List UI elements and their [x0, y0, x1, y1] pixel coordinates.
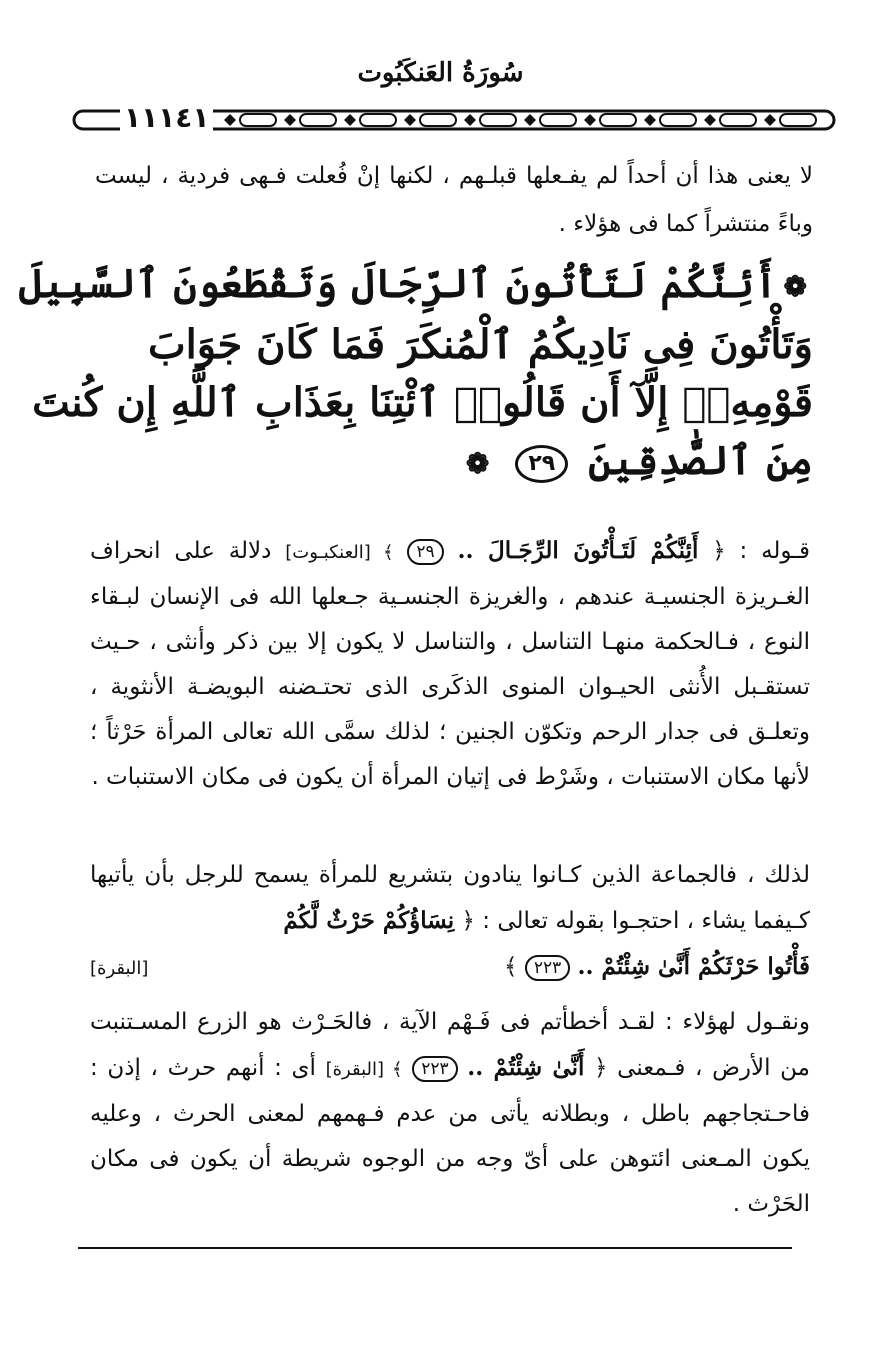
verse-line-1 [18, 255, 813, 316]
quran-verse-block [18, 255, 813, 493]
intro-line-2: ليست وباءً منتشراً كما فى هؤلاء . [95, 163, 813, 237]
para1-quote: أَئِنَّكُمْ لَتَـأْتُونَ الرِّجَـالَ .. [457, 537, 699, 564]
para1-body: انحراف الغـريزة الجنسيـة عندهم ، والغريزة الجنسـية جـعلها الله فى الإنسان لبـقاء النوع ، فـالحكمة منهـا التناسل ، والتناسل لا يكون إلا بين ذكر وأنثى ، حـيث تستقـبل الأُنثى الحيـوان المنوى الذكَرى الذى تحتـضنه البويضـة الأنثوية ، وتعلـق فى جدار الرحم وتكوّن الجنين ؛ لذلك سمَّى الله تعالى المرأة حَرْثاً ؛ لأنها مكان الاستنبات ، وشَرْط فى إتيان المرأة أن يكون فى مكان الاستنبات . [90, 538, 810, 790]
surah-title: سُورَةُ العَنكَبُوت [357, 58, 524, 88]
verse-line-3: قَوْمِهِۦٓ إِلَّآ أَن قَالُوا۟ ٱئْتِنَا بِعَذَابِ ٱللَّهِ إِن كُنتَ [32, 379, 813, 426]
ayah-number-badge: ٢٩ [515, 445, 568, 483]
para2-ayah-number: ٢٢٣ [525, 955, 570, 981]
para2-close-bracket: ﴾ [504, 954, 518, 980]
verse-line-4 [95, 432, 813, 493]
para2-reference: [البقرة] [90, 958, 149, 979]
verse-close-flower-icon: ❁ [465, 447, 490, 480]
para1-reference: ﴾ [العنكبـوت] [285, 542, 394, 563]
intro-paragraph [95, 152, 813, 248]
verse-line-4-text: مِنَ ٱلصَّٰدِقِينَ [588, 437, 813, 484]
footer-divider [78, 1247, 792, 1249]
para1-ayah-number: ٢٩ [407, 539, 443, 565]
para2-quote-1: نِسَاؤُكُمْ حَرْثٌ لَّكُمْ [283, 907, 455, 934]
para2-quote-2: فَأْتُوا حَرْثَكُمْ أَنَّىٰ شِئْتُمْ .. [577, 953, 810, 980]
para3-body-2: أى : أنهم حرث ، إذن : فاحـتجاجهم باطل ، وبطلانه يأتى من عدم فـهمهم لمعنى الحرث ، وعليه يكون المـعنى ائتوهن على أىّ وجه من الوجوه شريطة أن يكون فى مكان الحَرْث . [90, 1055, 810, 1217]
para3-ayah-number: ٢٢٣ [412, 1056, 457, 1082]
para1-after: دلالة على [174, 538, 272, 564]
paragraph-2 [90, 853, 810, 991]
paragraph-3 [90, 1000, 810, 1227]
verse-line-1-text: أَئِنَّكُمْ لَتَأْتُونَ ٱلرِّجَالَ وَتَقْطَعُونَ ٱلسَّبِيلَ [18, 260, 778, 307]
para3-quote: أَنَّىٰ شِئْتُمْ .. [467, 1054, 585, 1081]
para3-body-1: ونقـول لهؤلاء : لقـد أخطأتم فى فَـهْم الآية ، فالحَـرْث هو الزرع المسـتنبت من الأرض ، فـمعنى ﴿ [90, 1009, 810, 1081]
intro-line-1: لا يعنى هذا أن أحداً لم يفـعلها قبلـهم ، لكنها إنْ فُعلت فـهى فردية ، [161, 163, 814, 189]
page-number: ١١١٤١ [120, 101, 213, 134]
paragraph-1 [90, 528, 810, 800]
para2-body: لذلك ، فالجماعة الذين كـانوا ينادون بتشريع للمرأة يسمح للرجل بأن يأتيها كـيفما يشاء ، احتجـوا بقوله تعالى : ﴿ [90, 862, 810, 934]
para2-quote-line [90, 944, 810, 991]
para1-lead: قـوله : ﴿ [712, 538, 811, 564]
verse-open-flower-icon: ❁ [783, 270, 807, 303]
verse-line-2: وَتَأْتُونَ فِى نَادِيكُمُ ٱلْمُنكَرَ فَمَا كَانَ جَوَابَ [148, 321, 813, 368]
para3-reference: ﴾ [البقرة] [325, 1059, 403, 1080]
